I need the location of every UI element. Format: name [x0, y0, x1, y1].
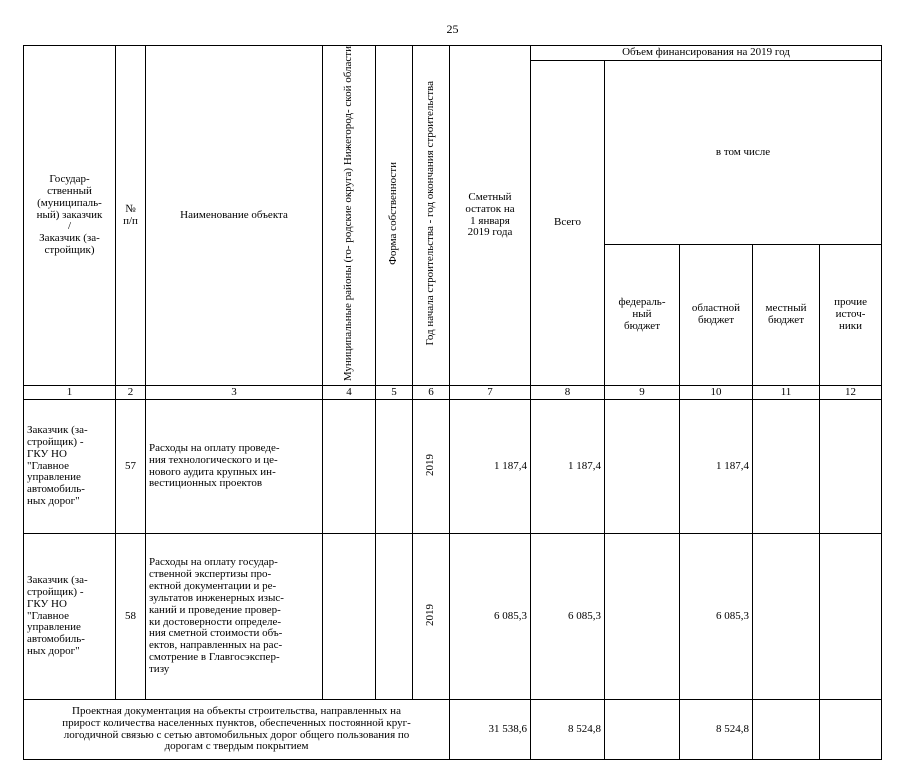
- header-customer: Государ- ственный (муниципаль- ный) заказчик / Заказчик (за- стройщик): [24, 46, 116, 386]
- col-num-9: 9: [605, 386, 680, 400]
- summary-row: [24, 700, 882, 760]
- row-num: 57: [116, 400, 146, 534]
- header-federal: федераль- ный бюджет: [605, 245, 680, 386]
- row-district: [323, 400, 376, 534]
- row-estimate: 1 187,4: [450, 400, 531, 534]
- page-number: 25: [446, 22, 459, 36]
- row-estimate: 6 085,3: [450, 534, 531, 700]
- col-num-2: 2: [116, 386, 146, 400]
- row-federal: [605, 400, 680, 534]
- summary-estimate: 31 538,6: [450, 700, 531, 760]
- col-num-4: 4: [323, 386, 376, 400]
- summary-other: [820, 700, 882, 760]
- row-ownership: [376, 534, 413, 700]
- col-num-7: 7: [450, 386, 531, 400]
- col-num-1: 1: [24, 386, 116, 400]
- header-ownership: Форма собственности: [376, 46, 413, 386]
- col-num-3: 3: [146, 386, 323, 400]
- row-year: 2019: [413, 534, 450, 700]
- row-num: 58: [116, 534, 146, 700]
- col-num-6: 6: [413, 386, 450, 400]
- row-customer: Заказчик (за- стройщик) - ГКУ НО "Главное управление автомобиль- ных дорог": [24, 534, 116, 700]
- header-funding: Объем финансирования на 2019 год: [531, 46, 882, 61]
- col-num-12: 12: [820, 386, 882, 400]
- col-num-8: 8: [531, 386, 605, 400]
- row-object-name: Расходы на оплату проведе- ния технологического и це- нового аудита крупных ин- вестиционных проектов: [146, 400, 323, 534]
- row-regional: 1 187,4: [680, 400, 753, 534]
- header-total: Всего: [531, 61, 605, 386]
- header-num: № п/п: [116, 46, 146, 386]
- row-local: [753, 400, 820, 534]
- financing-table: [23, 45, 882, 760]
- summary-local: [753, 700, 820, 760]
- col-num-10: 10: [680, 386, 753, 400]
- row-total: 6 085,3: [531, 534, 605, 700]
- column-numbers-row: [24, 386, 882, 400]
- header-years: Год начала строительства - год окончания строительства: [413, 46, 450, 386]
- header-estimate: Сметный остаток на 1 января 2019 года: [450, 46, 531, 386]
- col-num-11: 11: [753, 386, 820, 400]
- header-districts: Муниципальные районы (го- родские округа) Нижегород- ской области: [323, 46, 376, 386]
- summary-total: 8 524,8: [531, 700, 605, 760]
- table-row: [24, 400, 882, 534]
- row-regional: 6 085,3: [680, 534, 753, 700]
- row-local: [753, 534, 820, 700]
- row-object-name: Расходы на оплату государ- ственной экспертизы про- ектной документации и ре- зультатов инженерных изыс- каний и проведение провер- ки достоверности определе- ния сметной стоимости объ- ектов, направленных на рас- смотрение в Главгосэкспер- тизу: [146, 534, 323, 700]
- table-row: [24, 534, 882, 700]
- row-customer: Заказчик (за- стройщик) - ГКУ НО "Главное управление автомобиль- ных дорог": [24, 400, 116, 534]
- header-regional: областной бюджет: [680, 245, 753, 386]
- row-district: [323, 534, 376, 700]
- row-other: [820, 400, 882, 534]
- header-including: в том числе: [605, 61, 882, 245]
- row-total: 1 187,4: [531, 400, 605, 534]
- row-federal: [605, 534, 680, 700]
- header-object-name: Наименование объекта: [146, 46, 323, 386]
- summary-federal: [605, 700, 680, 760]
- row-ownership: [376, 400, 413, 534]
- col-num-5: 5: [376, 386, 413, 400]
- row-year: 2019: [413, 400, 450, 534]
- header-local: местный бюджет: [753, 245, 820, 386]
- header-other: прочие источ- ники: [820, 245, 882, 386]
- summary-regional: 8 524,8: [680, 700, 753, 760]
- row-other: [820, 534, 882, 700]
- summary-label: Проектная документация на объекты строительства, направленных на прирост количества населенных пунктов, обеспеченных постоянной круг- логодичной связью с сетью автомобильных дорог общего пользования по дорогам с твердым покрытием: [24, 700, 450, 760]
